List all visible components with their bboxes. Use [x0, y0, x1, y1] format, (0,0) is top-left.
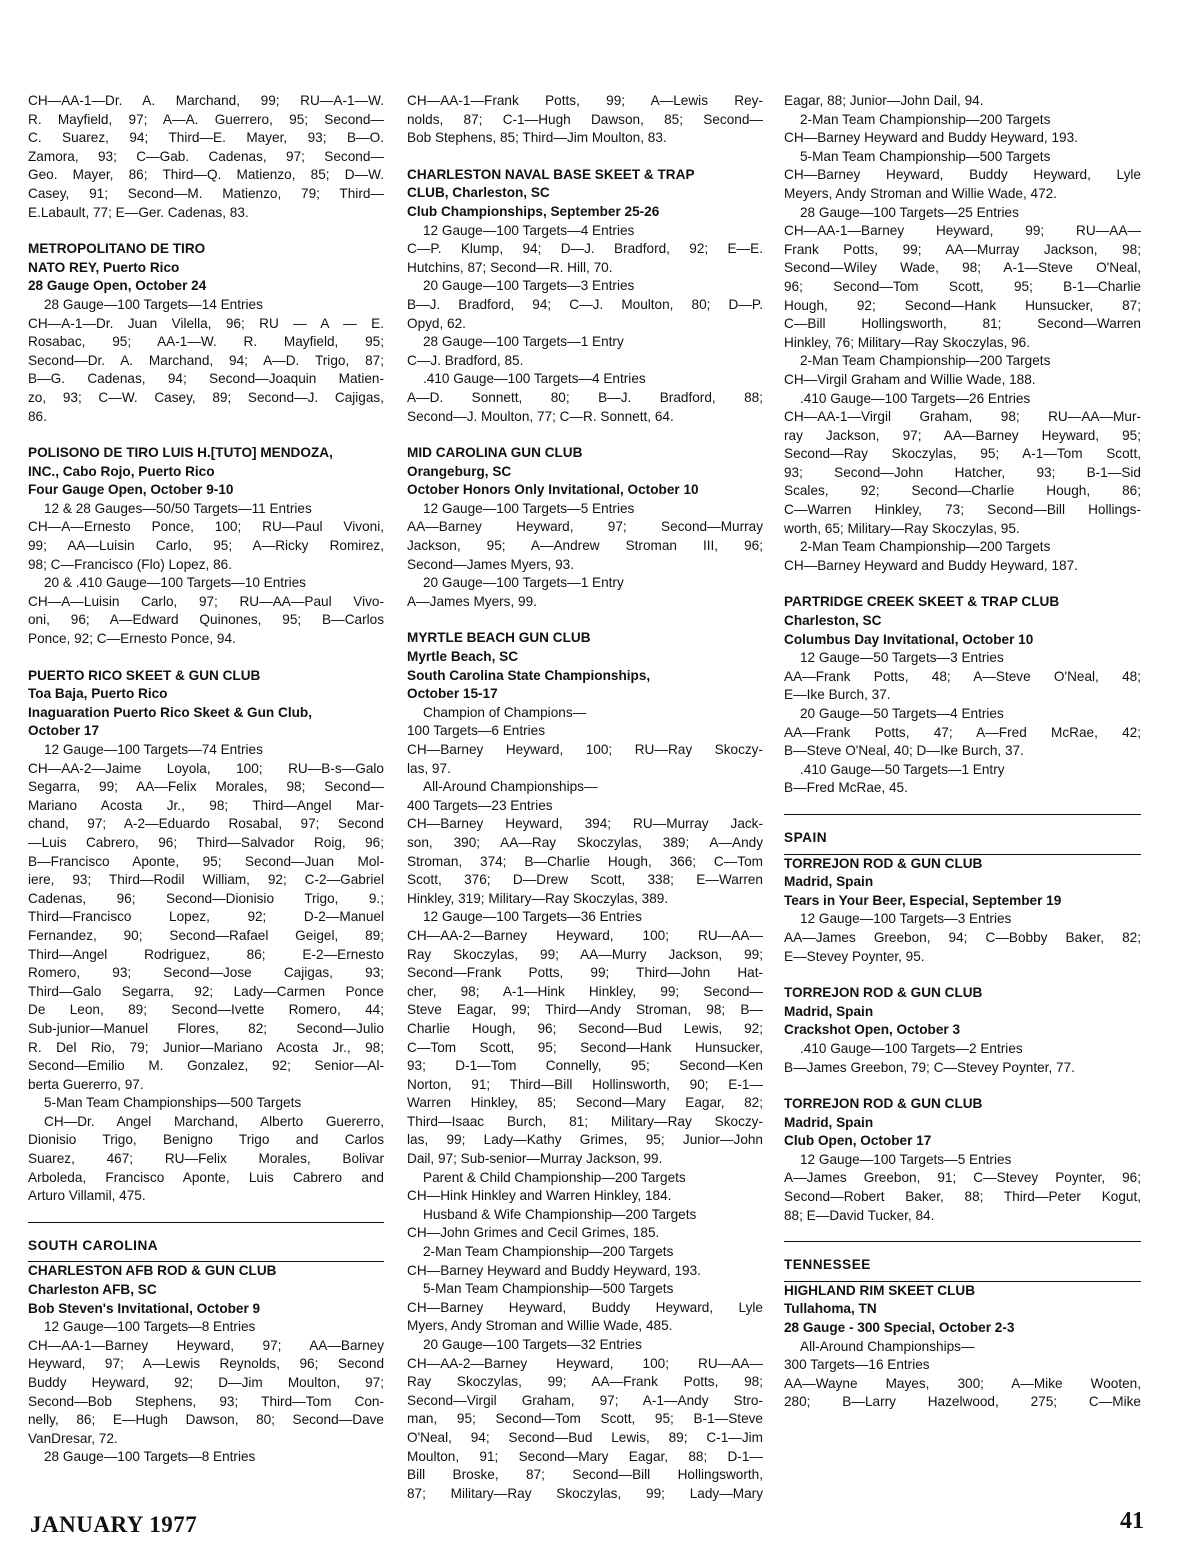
results-line: 99; AA—Luisin Carlo, 95; A—Ricky Romirez, [28, 538, 384, 554]
results-line: nelly, 86; E—Hugh Dawson, 80; Second—Dave [28, 1412, 384, 1428]
results-line: Opyd, 62. [407, 315, 466, 331]
event-category: 28 Gauge—100 Targets—14 Entries [44, 296, 263, 312]
results-line: CH—Barney Heyward, Buddy Heyward, Lyle [784, 167, 1141, 183]
results-line: Norton, 91; Third—Bill Hollinsworth, 90; E-1— [407, 1076, 763, 1092]
event-title: October Honors Only Invitational, October 10 [407, 482, 699, 498]
results-line: Second—Ray Skoczylas, 95; A-1—Tom Scott, [784, 446, 1141, 462]
event-category: 12 Gauge—100 Targets—36 Entries [423, 909, 642, 925]
club-location: Madrid, Spain [784, 874, 874, 890]
club-name: CHARLESTON NAVAL BASE SKEET & TRAP [407, 166, 695, 182]
club-name: POLISONO DE TIRO LUIS H.[TUTO] MENDOZA, [28, 445, 333, 461]
event-category: 20 & .410 Gauge—100 Targets—10 Entries [44, 575, 306, 591]
results-line: Bill Broske, 87; Second—Bill Hollingsworth, [407, 1467, 763, 1483]
results-line: C—Tom Scott, 95; Second—Hank Hunsucker, [407, 1039, 763, 1055]
spacer [28, 649, 384, 667]
event-category: 20 Gauge—100 Targets—3 Entries [423, 278, 635, 294]
results-line: Scott, 376; D—Drew Scott, 338; E—Warren [407, 872, 763, 888]
results-line: AA—Barney Heyward, 97; Second—Murray [407, 519, 763, 535]
club-location: Charleston AFB, SC [28, 1282, 157, 1298]
results-line: Hutchins, 87; Second—R. Hill, 70. [407, 259, 613, 275]
results-line: Frank Potts, 99; AA—Murray Jackson, 98; [784, 241, 1141, 257]
event-category: 12 Gauge—100 Targets—5 Entries [423, 500, 635, 516]
results-line: CH—AA-1—Barney Heyward, 99; RU—AA— [784, 223, 1141, 239]
state-section-header: TENNESSEE [784, 1241, 1141, 1282]
club-location: CLUB, Charleston, SC [407, 185, 550, 201]
results-line: Jackson, 95; A—Andrew Stroman III, 96; [407, 538, 763, 554]
results-line: 98; C—Francisco (Flo) Lopez, 86. [28, 556, 232, 572]
results-line: R. Mayfield, 97; A—A. Guerrero, 95; Second— [28, 111, 384, 127]
event-title: Columbus Day Invitational, October 10 [784, 631, 1034, 647]
results-line: Myers, Andy Stroman and Willie Wade, 485. [407, 1318, 673, 1334]
spacer [784, 575, 1141, 593]
club-name: TORREJON ROD & GUN CLUB [784, 855, 983, 871]
results-line: O'Neal, 94; Second—Bud Lewis, 89; C-1—Jim [407, 1429, 763, 1445]
results-line: Second—Frank Potts, 99; Third—John Hat- [407, 965, 763, 981]
results-line: —Luis Cabrero, 96; Third—Salvador Roig, 96; [28, 834, 384, 850]
club-location: NATO REY, Puerto Rico [28, 259, 180, 275]
event-category: .410 Gauge—100 Targets—26 Entries [800, 390, 1031, 406]
column-2 [407, 92, 763, 1503]
results-line: las, 97. [407, 760, 451, 776]
event-category: 2-Man Team Championship—200 Targets [423, 1244, 674, 1260]
results-line: CH—Virgil Graham and Willie Wade, 188. [784, 371, 1036, 387]
club-name: TORREJON ROD & GUN CLUB [784, 1096, 983, 1112]
results-line: E—Stevey Poynter, 95. [784, 948, 925, 964]
results-line: Hinkley, 319; Military—Ray Skoczylas, 389. [407, 890, 669, 906]
results-line: Second—Virgil Graham, 97; A-1—Andy Stro- [407, 1392, 763, 1408]
results-line: Moulton, 91; Second—Mary Eagar, 88; D-1— [407, 1448, 763, 1464]
results-line: 86. [28, 408, 47, 424]
results-line: Steve Eagar, 99; Third—Andy Stroman, 98; B— [407, 1002, 763, 1018]
results-line: CH—AA-1—Dr. A. Marchand, 99; RU—A-1—W. [28, 93, 384, 108]
event-category: 12 Gauge—100 Targets—3 Entries [800, 911, 1012, 927]
results-line: man, 95; Second—Tom Scott, 95; B-1—Steve [407, 1411, 763, 1427]
results-line: 87; Military—Ray Skoczylas, 99; Lady—Mary [407, 1485, 763, 1501]
results-line: Meyers, Andy Stroman and Willie Wade, 472. [784, 185, 1058, 201]
results-line: cher, 98; A-1—Hink Hinkley, 99; Second— [407, 983, 763, 999]
results-line: CH—Barney Heyward, Buddy Heyward, Lyle [407, 1299, 763, 1315]
event-category: .410 Gauge—100 Targets—4 Entries [423, 371, 646, 387]
event-category: 20 Gauge—100 Targets—1 Entry [423, 575, 624, 591]
event-category: All-Around Championships— [423, 779, 598, 795]
results-line: 93; Second—John Hatcher, 93; B-1—Sid [784, 464, 1141, 480]
results-line: Sub-junior—Manuel Flores, 82; Second—Julio [28, 1020, 384, 1036]
results-line: A—D. Sonnett, 80; B—J. Bradford, 88; [407, 389, 763, 405]
event-title: 28 Gauge - 300 Special, October 2-3 [784, 1320, 1015, 1336]
event-category: 12 Gauge—100 Targets—5 Entries [800, 1151, 1012, 1167]
event-title: Club Championships, September 25-26 [407, 203, 660, 219]
results-line: las, 99; Lady—Kathy Grimes, 95; Junior—John [407, 1132, 763, 1148]
results-line: CH—A—Ernesto Ponce, 100; RU—Paul Vivoni, [28, 519, 384, 535]
event-title: Crackshot Open, October 3 [784, 1022, 961, 1038]
footer-issue-date: JANUARY 1977 [30, 1512, 198, 1537]
results-line: Zamora, 93; C—Gab. Cadenas, 97; Second— [28, 148, 384, 164]
event-category: 28 Gauge—100 Targets—25 Entries [800, 204, 1019, 220]
club-name: PARTRIDGE CREEK SKEET & TRAP CLUB [784, 594, 1060, 610]
results-line: Ray Skoczylas, 99; AA—Murry Jackson, 99; [407, 946, 763, 962]
event-title: October 17 [28, 723, 100, 739]
results-line: Third—Angel Rodriguez, 86; E-2—Ernesto [28, 946, 384, 962]
results-line: AA—Frank Potts, 48; A—Steve O'Neal, 48; [784, 668, 1141, 684]
club-name: TORREJON ROD & GUN CLUB [784, 985, 983, 1001]
results-line: A—James Greebon, 91; C—Stevey Poynter, 96; [784, 1170, 1141, 1186]
spacer [407, 611, 763, 629]
column-1 [28, 92, 384, 1467]
results-line: Second—James Myers, 93. [407, 556, 574, 572]
results-line: Second—Wiley Wade, 98; A-1—Steve O'Neal, [784, 260, 1141, 276]
results-line: AA—James Greebon, 94; C—Bobby Baker, 82; [784, 929, 1141, 945]
spacer [784, 1077, 1141, 1095]
event-category: 28 Gauge—100 Targets—1 Entry [423, 334, 624, 350]
club-name: CHARLESTON AFB ROD & GUN CLUB [28, 1263, 277, 1279]
results-line: Ray Skoczylas, 99; AA—Frank Potts, 98; [407, 1374, 763, 1390]
results-line: CH—John Grimes and Cecil Grimes, 185. [407, 1225, 660, 1241]
results-line: Second—Robert Baker, 88; Third—Peter Kogut, [784, 1189, 1141, 1205]
results-line: E.Labault, 77; E—Ger. Cadenas, 83. [28, 204, 249, 220]
results-line: C—J. Bradford, 85. [407, 352, 524, 368]
results-line: zo, 93; C—W. Casey, 89; Second—J. Cajigas, [28, 389, 384, 405]
results-line: CH—A—Luisin Carlo, 97; RU—AA—Paul Vivo- [28, 593, 384, 609]
results-line: Charlie Hough, 96; Second—Bud Lewis, 92; [407, 1020, 763, 1036]
results-line: ray Jackson, 97; AA—Barney Heyward, 95; [784, 427, 1141, 443]
results-line: B—Francisco Aponte, 95; Second—Juan Mol- [28, 853, 384, 869]
results-line: B—James Greebon, 79; C—Stevey Poynter, 77. [784, 1059, 1075, 1075]
club-location: Myrtle Beach, SC [407, 649, 519, 665]
event-category: 2-Man Team Championship—200 Targets [800, 539, 1051, 555]
results-line: Suarez, 467; RU—Felix Morales, Bolivar [28, 1151, 384, 1167]
results-line: VanDresar, 72. [28, 1430, 118, 1446]
state-section-header: SOUTH CAROLINA [28, 1222, 384, 1263]
results-line: Second—Bob Stephens, 93; Third—Tom Con- [28, 1393, 384, 1409]
results-line: Hinkley, 76; Military—Ray Skoczylas, 96. [784, 334, 1031, 350]
club-location: Madrid, Spain [784, 1003, 874, 1019]
event-title: Four Gauge Open, October 9-10 [28, 482, 234, 498]
results-line: CH—AA-1—Virgil Graham, 98; RU—AA—Mur- [784, 409, 1141, 425]
results-line: 93; D-1—Tom Connelly, 95; Second—Ken [407, 1058, 763, 1074]
spacer [407, 426, 763, 444]
results-line: B—Steve O'Neal, 40; D—Ike Burch, 37. [784, 743, 1024, 759]
results-line: 96; Second—Tom Scott, 95; B-1—Charlie [784, 278, 1141, 294]
results-line: CH—AA-1—Barney Heyward, 97; AA—Barney [28, 1337, 384, 1353]
event-category: Parent & Child Championship—200 Targets [423, 1169, 686, 1185]
event-category: .410 Gauge—100 Targets—2 Entries [800, 1040, 1023, 1056]
event-category: Husband & Wife Championship—200 Targets [423, 1206, 697, 1222]
club-location: Madrid, Spain [784, 1114, 874, 1130]
event-category: 12 & 28 Gauges—50/50 Targets—11 Entries [44, 500, 312, 516]
results-line: Scales, 92; Second—Charlie Hough, 86; [784, 483, 1141, 499]
results-line: E—Ike Burch, 37. [784, 687, 891, 703]
event-category: 5-Man Team Championship—500 Targets [800, 148, 1051, 164]
event-title: South Carolina State Championships, [407, 667, 651, 683]
results-line: Heyward, 97; A—Lewis Reynolds, 96; Second [28, 1356, 384, 1372]
club-location: Toa Baja, Puerto Rico [28, 686, 168, 702]
event-title: Tears in Your Beer, Especial, September 19 [784, 892, 1062, 908]
results-line: nolds, 87; C-1—Hugh Dawson, 85; Second— [407, 111, 763, 127]
results-line: iere, 93; Third—Rodil William, 92; C-2—Gabriel [28, 872, 384, 888]
results-line: Bob Stephens, 85; Third—Jim Moulton, 83. [407, 130, 667, 146]
results-line: CH—Barney Heyward and Buddy Heyward, 193. [784, 130, 1078, 146]
results-line: Buddy Heyward, 92; D—Jim Moulton, 97; [28, 1375, 384, 1390]
results-line: Mariano Acosta Jr., 98; Third—Angel Mar- [28, 797, 384, 813]
results-line: CH—Barney Heyward, 100; RU—Ray Skoczy- [407, 742, 763, 757]
results-line: AA—Wayne Mayes, 300; A—Mike Wooten, [784, 1375, 1141, 1391]
event-category: 2-Man Team Championship—200 Targets [800, 111, 1051, 127]
results-line: C—Warren Hinkley, 73; Second—Bill Hollings- [784, 502, 1141, 518]
results-line: Hough, 92; Second—Hank Hunsucker, 87; [784, 297, 1141, 313]
results-line: 300 Targets—16 Entries [784, 1357, 930, 1373]
event-title: Bob Steven's Invitational, October 9 [28, 1300, 261, 1316]
results-line: Casey, 91; Second—M. Matienzo, 79; Third— [28, 185, 384, 201]
results-line: Arboleda, Francisco Aponte, Luis Cabrero and [28, 1169, 384, 1185]
results-line: Geo. Mayer, 86; Third—Q. Matienzo, 85; D—W. [28, 167, 384, 183]
results-line: Eagar, 88; Junior—John Dail, 94. [784, 93, 984, 108]
event-category: 12 Gauge—50 Targets—3 Entries [800, 650, 1004, 666]
results-line: AA—Frank Potts, 47; A—Fred McRae, 42; [784, 724, 1141, 740]
results-line: berta Guererro, 97. [28, 1076, 144, 1092]
results-line: Third—Isaac Burch, 81; Military—Ray Skoczy- [407, 1113, 763, 1129]
results-line: Second—Emilio M. Gonzalez, 92; Senior—Al- [28, 1058, 384, 1074]
results-line: Warren Hinkley, 85; Second—Mary Eagar, 82; [407, 1095, 763, 1111]
results-line: De Leon, 89; Second—Ivette Romero, 44; [28, 1002, 384, 1018]
event-category: 28 Gauge—100 Targets—8 Entries [44, 1449, 256, 1465]
results-line: 100 Targets—6 Entries [407, 723, 546, 739]
club-name: METROPOLITANO DE TIRO [28, 241, 206, 257]
results-line: B—J. Bradford, 94; C—J. Moulton, 80; D—P. [407, 296, 763, 312]
event-title: 28 Gauge Open, October 24 [28, 278, 207, 294]
spacer [784, 966, 1141, 984]
event-category: 12 Gauge—100 Targets—8 Entries [44, 1319, 256, 1335]
results-line: C—P. Klump, 94; D—J. Bradford, 92; E—E. [407, 241, 763, 257]
results-line: Rosabac, 95; AA-1—W. R. Mayfield, 95; [28, 334, 384, 350]
results-line: Second—Dr. A. Marchand, 94; A—D. Trigo, 87; [28, 352, 384, 368]
results-line: Stroman, 374; B—Charlie Hough, 366; C—Tom [407, 853, 763, 869]
results-line: C—Bill Hollingsworth, 81; Second—Warren [784, 316, 1141, 332]
results-line: CH—A-1—Dr. Juan Vilella, 96; RU — A — E. [28, 315, 384, 331]
footer-page-number: 41 [1120, 1508, 1144, 1534]
state-section-header: SPAIN [784, 814, 1141, 855]
club-location: Tullahoma, TN [784, 1301, 877, 1317]
event-category: 20 Gauge—100 Targets—32 Entries [423, 1337, 642, 1352]
results-line: CH—Barney Heyward and Buddy Heyward, 187. [784, 557, 1078, 573]
event-category: 12 Gauge—100 Targets—4 Entries [423, 222, 635, 238]
results-line: Arturo Villamil, 475. [28, 1188, 146, 1204]
results-line: 88; E—David Tucker, 84. [784, 1207, 935, 1223]
results-line: CH—AA-2—Barney Heyward, 100; RU—AA— [407, 927, 763, 943]
results-line: Third—Francisco Lopez, 92; D-2—Manuel [28, 909, 384, 925]
results-line: son, 390; AA—Ray Skoczylas, 389; A—Andy [407, 834, 763, 850]
results-line: CH—Dr. Angel Marchand, Alberto Guererro, [44, 1113, 384, 1129]
event-title: October 15-17 [407, 686, 498, 702]
event-category: .410 Gauge—50 Targets—1 Entry [800, 761, 1005, 777]
column-3 [784, 92, 1141, 1412]
spacer [28, 426, 384, 444]
results-line: Third—Galo Segarra, 92; Lady—Carmen Ponce [28, 983, 384, 999]
results-line: Cadenas, 96; Second—Dionisio Trigo, 9.; [28, 890, 384, 906]
results-line: Dail, 97; Sub-senior—Murray Jackson, 99. [407, 1151, 663, 1167]
club-location: INC., Cabo Rojo, Puerto Rico [28, 463, 215, 479]
spacer [28, 222, 384, 240]
results-line: Ponce, 92; C—Ernesto Ponce, 94. [28, 631, 236, 647]
results-line: Dionisio Trigo, Benigno Trigo and Carlos [28, 1132, 384, 1148]
results-line: 280; B—Larry Hazelwood, 275; C—Mike [784, 1394, 1141, 1410]
results-line: CH—AA-2—Barney Heyward, 100; RU—AA— [407, 1355, 763, 1371]
club-name: PUERTO RICO SKEET & GUN CLUB [28, 667, 261, 683]
event-category: Champion of Champions— [423, 704, 587, 720]
club-location: Charleston, SC [784, 613, 882, 629]
results-line: CH—AA-1—Frank Potts, 99; A—Lewis Rey- [407, 93, 763, 108]
results-line: B—G. Cadenas, 94; Second—Joaquin Matien- [28, 371, 384, 387]
results-line: Romero, 93; Second—Jose Cajigas, 93; [28, 965, 384, 981]
club-location: Orangeburg, SC [407, 463, 512, 479]
event-category: 5-Man Team Championship—500 Targets [423, 1281, 674, 1297]
event-title: Inaguaration Puerto Rico Skeet & Gun Club, [28, 704, 312, 720]
results-line: Segarra, 99; AA—Felix Morales, 98; Second— [28, 779, 384, 795]
results-line: CH—AA-2—Jaime Loyola, 100; RU—B-s—Galo [28, 760, 384, 776]
results-line: C. Suarez, 94; Third—E. Mayer, 93; B—O. [28, 130, 384, 146]
results-line: oni, 96; A—Edward Quinones, 95; B—Carlos [28, 612, 384, 628]
event-category: 20 Gauge—50 Targets—4 Entries [800, 706, 1004, 721]
results-line: A—James Myers, 99. [407, 593, 537, 609]
results-line: CH—Hink Hinkley and Warren Hinkley, 184. [407, 1188, 672, 1204]
club-name: HIGHLAND RIM SKEET CLUB [784, 1282, 976, 1298]
event-category: 5-Man Team Championships—500 Targets [44, 1095, 302, 1111]
event-title: Club Open, October 17 [784, 1133, 932, 1149]
results-line: B—Fred McRae, 45. [784, 780, 908, 796]
results-line: 400 Targets—23 Entries [407, 797, 553, 813]
results-line: R. Del Rio, 79; Junior—Mariano Acosta Jr., 98; [28, 1039, 384, 1055]
results-line: CH—Barney Heyward, 394; RU—Murray Jack- [407, 816, 763, 832]
club-name: MID CAROLINA GUN CLUB [407, 445, 583, 461]
event-category: 2-Man Team Championship—200 Targets [800, 353, 1051, 369]
results-line: chand, 97; A-2—Eduardo Rosabal, 97; Second [28, 816, 384, 832]
results-line: CH—Barney Heyward and Buddy Heyward, 193. [407, 1262, 701, 1278]
club-name: MYRTLE BEACH GUN CLUB [407, 630, 591, 646]
results-line: Fernandez, 90; Second—Rafael Geigel, 89; [28, 927, 384, 943]
spacer [407, 148, 763, 166]
results-line: Second—J. Moulton, 77; C—R. Sonnett, 64. [407, 408, 674, 424]
event-category: All-Around Championships— [800, 1338, 975, 1354]
event-category: 12 Gauge—100 Targets—74 Entries [44, 742, 263, 757]
results-line: worth, 65; Military—Ray Skoczylas, 95. [784, 520, 1020, 536]
